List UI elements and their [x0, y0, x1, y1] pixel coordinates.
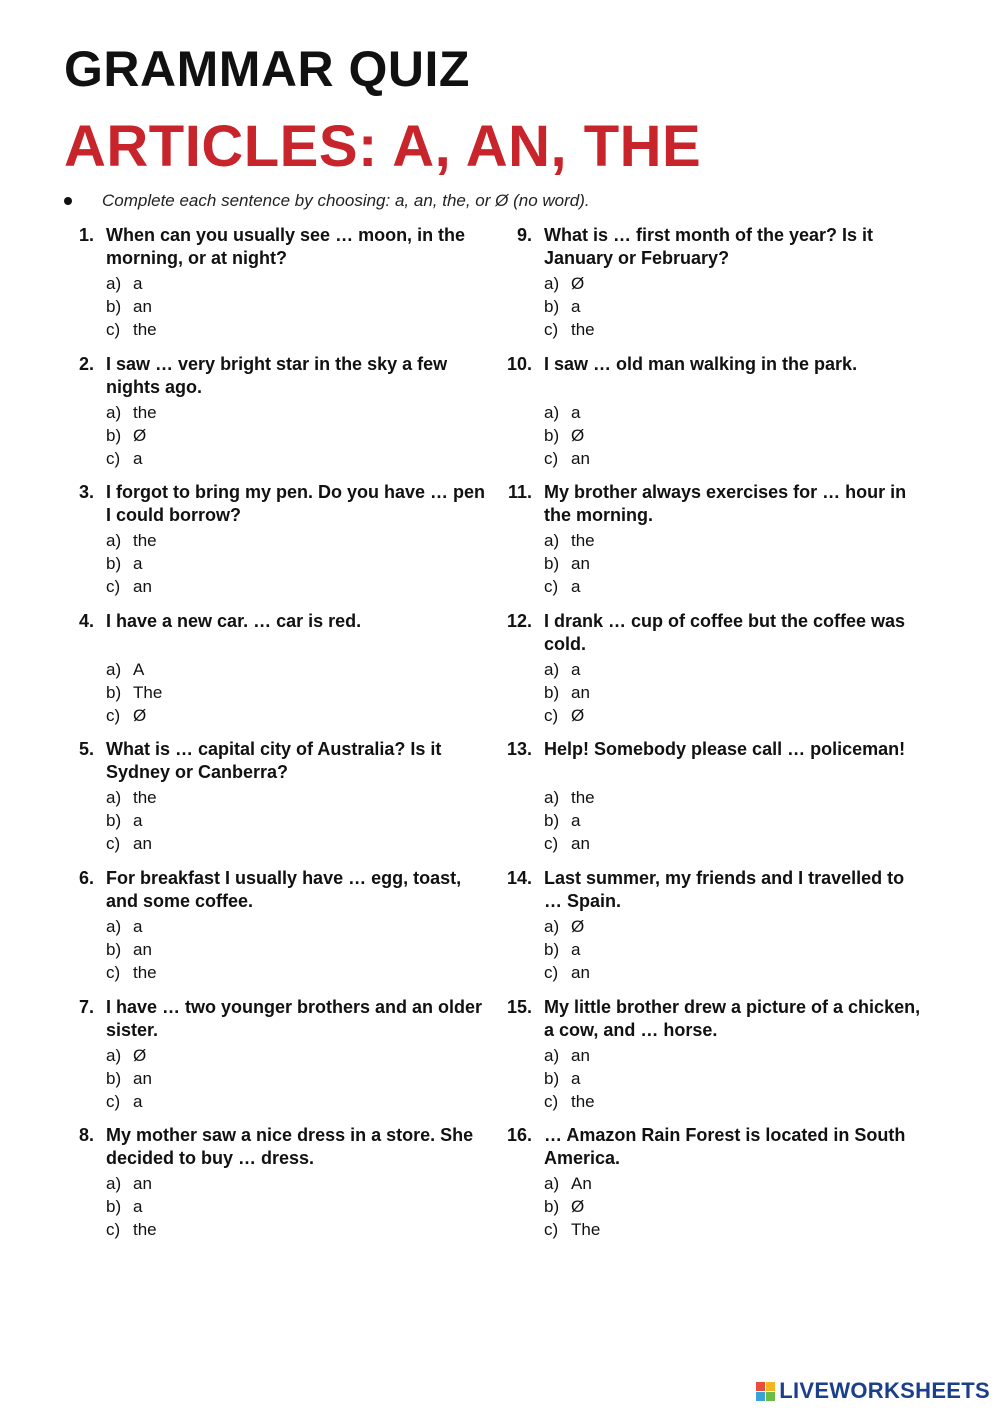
option-value: an	[133, 1068, 152, 1088]
answer-options	[544, 1172, 600, 1241]
question-number: 3.	[78, 482, 94, 503]
option-value: an	[571, 834, 590, 854]
answer-options	[544, 529, 595, 598]
option-letter: a)	[106, 1174, 122, 1194]
answer-option[interactable]	[106, 681, 162, 704]
answer-options	[544, 915, 590, 984]
option-value: a	[571, 402, 581, 422]
questions-column-left	[64, 224, 494, 1253]
option-letter: c)	[544, 1220, 559, 1240]
option-letter: a)	[106, 916, 122, 936]
option-value: an	[571, 682, 590, 702]
option-value: the	[133, 1220, 157, 1240]
option-letter: b)	[544, 939, 560, 959]
option-value: Ø	[571, 705, 585, 725]
answer-options	[106, 786, 157, 855]
question-number: 12.	[506, 610, 532, 631]
option-value: The	[571, 1220, 601, 1240]
option-letter: c)	[106, 320, 121, 339]
option-value: the	[133, 788, 157, 808]
option-letter: a)	[544, 916, 560, 936]
option-letter: b)	[106, 297, 122, 316]
question-8	[64, 1124, 494, 1253]
option-value: an	[571, 448, 590, 468]
answer-options	[544, 1044, 595, 1113]
answer-options	[106, 401, 157, 470]
answer-options	[106, 1044, 152, 1113]
option-value: a	[133, 916, 143, 936]
answer-option[interactable]	[106, 575, 157, 598]
question-text: Help! Somebody please call … policeman!	[544, 739, 906, 760]
option-letter: c)	[544, 962, 559, 982]
question-text: Last summer, my friends and I travelled to … Spain.	[544, 867, 905, 911]
answer-option[interactable]	[106, 915, 157, 938]
answer-option[interactable]	[106, 424, 157, 447]
option-value: a	[571, 1068, 581, 1088]
question-9	[502, 224, 932, 353]
question-text: My little brother drew a picture of a chicken, a cow, and … horse.	[544, 996, 921, 1040]
option-letter: b)	[106, 1068, 122, 1088]
question-number: 7.	[78, 996, 94, 1017]
option-letter: b)	[106, 1197, 122, 1217]
answer-option[interactable]	[106, 786, 157, 809]
answer-option[interactable]	[544, 681, 590, 704]
answer-option[interactable]	[106, 1044, 152, 1067]
option-value: a	[133, 554, 143, 574]
question-text: What is … capital city of Australia? Is it Sydney or Canberra?	[106, 739, 442, 783]
instruction	[64, 191, 590, 211]
answer-option[interactable]	[106, 938, 157, 961]
option-letter: c)	[106, 705, 121, 725]
option-letter: b)	[544, 554, 560, 574]
option-value: Ø	[571, 916, 585, 936]
option-value: a	[133, 1197, 143, 1217]
question-7	[64, 996, 494, 1125]
answer-options	[544, 786, 595, 855]
answer-option[interactable]	[106, 1067, 152, 1090]
answer-option[interactable]	[544, 552, 595, 575]
logo-square	[756, 1392, 765, 1401]
question-number: 8.	[78, 1125, 94, 1146]
answer-options	[544, 658, 590, 727]
instruction-text: Complete each sentence by choosing: a, an, the, or Ø (no word).	[102, 191, 590, 210]
question-number: 11.	[507, 482, 532, 503]
answer-option[interactable]	[106, 809, 157, 832]
question-text: I drank … cup of coffee but the coffee was cold.	[544, 610, 906, 654]
answer-option[interactable]	[106, 961, 157, 984]
question-2	[64, 353, 494, 482]
logo-squares-icon	[756, 1382, 775, 1401]
answer-option[interactable]	[544, 295, 595, 318]
option-value: an	[571, 962, 590, 982]
logo-text: LIVEWORKSHEETS	[779, 1378, 990, 1403]
option-value: a	[133, 274, 143, 293]
question-number: 6.	[78, 867, 94, 888]
option-value: a	[571, 659, 581, 679]
answer-option[interactable]	[106, 529, 157, 552]
answer-option[interactable]	[544, 1195, 600, 1218]
answer-option[interactable]	[544, 1067, 595, 1090]
option-value: the	[133, 531, 157, 551]
option-letter: c)	[544, 320, 559, 339]
answer-option[interactable]	[106, 1172, 157, 1195]
answer-option[interactable]	[544, 809, 595, 832]
option-value: the	[571, 1091, 595, 1111]
question-number: 9.	[516, 225, 532, 245]
question-number: 14.	[506, 867, 532, 888]
option-letter: b)	[544, 1068, 560, 1088]
logo-square	[756, 1382, 765, 1391]
answer-options	[106, 1172, 157, 1241]
answer-option[interactable]	[106, 318, 157, 341]
option-letter: c)	[544, 1091, 559, 1111]
option-value: an	[571, 1045, 590, 1065]
page-subtitle: ARTICLES: A, AN, THE	[64, 114, 702, 179]
answer-option[interactable]	[106, 1195, 157, 1218]
question-3	[64, 481, 494, 610]
option-letter: a)	[106, 788, 122, 808]
option-letter: a)	[106, 531, 122, 551]
option-letter: a)	[544, 402, 560, 422]
answer-option[interactable]	[544, 832, 595, 855]
answer-option[interactable]	[544, 575, 595, 598]
option-letter: a)	[544, 274, 560, 293]
option-value: a	[133, 1091, 143, 1111]
question-6	[64, 867, 494, 996]
option-value: an	[133, 297, 152, 316]
option-value: the	[571, 788, 595, 808]
option-letter: c)	[544, 577, 559, 597]
option-letter: c)	[106, 448, 121, 468]
option-letter: b)	[106, 682, 122, 702]
question-text: What is … first month of the year? Is it January or February?	[544, 225, 874, 268]
option-value: a	[571, 811, 581, 831]
option-letter: b)	[544, 811, 560, 831]
questions-column-right	[502, 224, 932, 1253]
option-value: an	[133, 577, 152, 597]
question-text: … Amazon Rain Forest is located in South America.	[544, 1125, 906, 1169]
question-10	[502, 353, 932, 482]
option-letter: b)	[106, 425, 122, 445]
answer-option[interactable]	[544, 1044, 595, 1067]
answer-options	[544, 401, 590, 470]
answer-option[interactable]	[544, 915, 590, 938]
page-title: GRAMMAR QUIZ	[64, 41, 470, 97]
option-letter: b)	[544, 1197, 560, 1217]
option-letter: c)	[544, 448, 559, 468]
option-value: a	[133, 811, 143, 831]
option-letter: a)	[544, 531, 560, 551]
option-letter: c)	[106, 962, 121, 982]
option-value: a	[133, 448, 143, 468]
answer-option[interactable]	[106, 1090, 152, 1113]
logo-square	[766, 1392, 775, 1401]
option-value: Ø	[571, 274, 585, 293]
option-letter: c)	[106, 577, 121, 597]
answer-option[interactable]	[544, 961, 590, 984]
question-5	[64, 738, 494, 867]
option-letter: a)	[544, 659, 560, 679]
option-letter: b)	[544, 682, 560, 702]
option-letter: b)	[106, 811, 122, 831]
liveworksheets-logo[interactable]	[756, 1378, 990, 1404]
option-letter: c)	[544, 705, 559, 725]
bullet-icon	[64, 197, 72, 205]
option-letter: a)	[544, 1174, 560, 1194]
answer-option[interactable]	[106, 401, 157, 424]
option-letter: a)	[106, 274, 122, 293]
answer-option[interactable]	[106, 552, 157, 575]
question-12	[502, 610, 932, 739]
question-number: 2.	[78, 353, 94, 374]
answer-option[interactable]	[106, 295, 157, 318]
question-text: When can you usually see … moon, in the morning, or at night?	[106, 225, 466, 268]
option-letter: a)	[106, 659, 122, 679]
answer-option[interactable]	[544, 424, 590, 447]
answer-option[interactable]	[544, 401, 590, 424]
option-value: an	[133, 939, 152, 959]
answer-option[interactable]	[106, 658, 162, 681]
question-13	[502, 738, 932, 867]
question-text: My brother always exercises for … hour in the morning.	[544, 482, 907, 526]
option-letter: b)	[544, 297, 560, 316]
question-1	[64, 224, 494, 353]
option-value: A	[133, 659, 145, 679]
option-value: the	[133, 402, 157, 422]
option-value: the	[571, 531, 595, 551]
answer-option[interactable]	[544, 447, 590, 470]
answer-option[interactable]	[544, 318, 595, 341]
option-letter: a)	[544, 1045, 560, 1065]
answer-option[interactable]	[106, 704, 162, 727]
answer-option[interactable]	[544, 272, 595, 295]
answer-option[interactable]	[544, 938, 590, 961]
option-value: a	[571, 577, 581, 597]
answer-option[interactable]	[544, 658, 590, 681]
option-value: an	[133, 1174, 152, 1194]
option-letter: b)	[106, 939, 122, 959]
answer-options	[106, 915, 157, 984]
question-number: 5.	[78, 739, 94, 760]
answer-option[interactable]	[544, 1172, 600, 1195]
question-text: I saw … old man walking in the park.	[544, 353, 858, 374]
answer-options	[106, 272, 157, 341]
option-value: the	[133, 320, 157, 339]
question-11	[502, 481, 932, 610]
option-value: an	[571, 554, 590, 574]
question-number: 10.	[506, 353, 532, 374]
option-letter: c)	[106, 1091, 121, 1111]
answer-option[interactable]	[544, 786, 595, 809]
option-value: Ø	[571, 425, 585, 445]
answer-option[interactable]	[544, 1090, 595, 1113]
option-letter: c)	[106, 834, 121, 854]
option-value: Ø	[571, 1197, 585, 1217]
option-letter: b)	[544, 425, 560, 445]
question-text: I have a new car. … car is red.	[106, 610, 362, 631]
option-value: Ø	[133, 425, 147, 445]
question-text: I have … two younger brothers and an older sister.	[106, 996, 483, 1040]
question-number: 1.	[78, 225, 94, 245]
option-letter: c)	[544, 834, 559, 854]
answer-option[interactable]	[106, 1218, 157, 1241]
logo-square	[766, 1382, 775, 1391]
option-letter: a)	[106, 1045, 122, 1065]
answer-options	[106, 529, 157, 598]
question-text: For breakfast I usually have … egg, toast, and some coffee.	[106, 867, 462, 911]
question-text: I saw … very bright star in the sky a few nights ago.	[106, 353, 448, 397]
question-16	[502, 1124, 932, 1253]
option-letter: b)	[106, 554, 122, 574]
question-number: 13.	[506, 739, 532, 760]
answer-option[interactable]	[544, 1218, 600, 1241]
answer-option[interactable]	[544, 704, 590, 727]
answer-option[interactable]	[106, 832, 157, 855]
question-14	[502, 867, 932, 996]
option-letter: a)	[544, 788, 560, 808]
option-value: an	[133, 834, 152, 854]
option-value: the	[133, 962, 157, 982]
option-letter: c)	[106, 1220, 121, 1240]
question-4	[64, 610, 494, 739]
option-value: a	[571, 939, 581, 959]
option-value: the	[571, 320, 595, 339]
option-value: An	[571, 1174, 592, 1194]
question-number: 15.	[506, 996, 532, 1017]
question-15	[502, 996, 932, 1125]
option-value: a	[571, 297, 581, 316]
question-text: My mother saw a nice dress in a store. She decided to buy … dress.	[106, 1125, 474, 1169]
option-letter: a)	[106, 402, 122, 422]
option-value: Ø	[133, 705, 147, 725]
option-value: The	[133, 682, 163, 702]
answer-options	[106, 658, 162, 727]
option-value: Ø	[133, 1045, 147, 1065]
answer-option[interactable]	[544, 529, 595, 552]
question-number: 4.	[78, 610, 94, 631]
answer-option[interactable]	[106, 447, 157, 470]
question-number: 16.	[506, 1125, 532, 1146]
answer-option[interactable]	[106, 272, 157, 295]
answer-options	[544, 272, 595, 341]
question-text: I forgot to bring my pen. Do you have … pen I could borrow?	[106, 482, 486, 526]
